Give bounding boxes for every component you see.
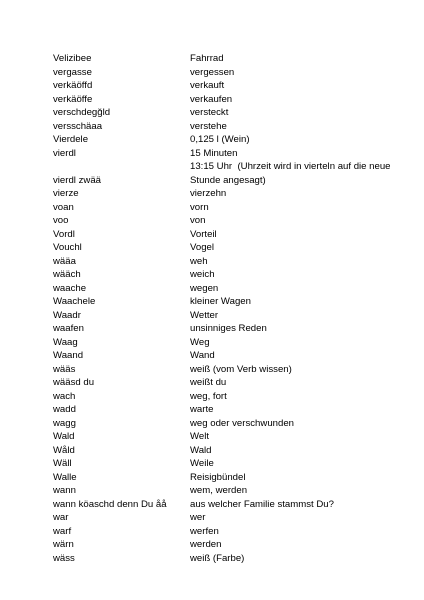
glossary-row xyxy=(53,93,413,107)
dialect-term: Wäll xyxy=(53,458,72,469)
german-translation: kleiner Wagen xyxy=(190,296,251,307)
dialect-term: war xyxy=(53,512,69,523)
dialect-term: wach xyxy=(53,390,76,402)
german-translation: wegen xyxy=(190,282,219,294)
german-translation: versteckt xyxy=(190,107,229,118)
glossary-row xyxy=(53,471,413,485)
dialect-term: Velizibee xyxy=(53,53,92,64)
german-translation: Vorteil xyxy=(190,228,217,240)
dialect-term: Vierdele xyxy=(53,134,89,145)
glossary-row xyxy=(53,147,413,161)
glossary-row xyxy=(53,52,413,66)
german-translation: wer xyxy=(190,512,206,523)
glossary-row xyxy=(53,309,413,323)
dialect-term: Waand xyxy=(53,350,84,361)
glossary-row xyxy=(53,525,413,539)
dialect-term: Waadr xyxy=(53,309,81,321)
german-translation: vergessen xyxy=(190,66,235,78)
dialect-term: versschäaa xyxy=(53,120,103,132)
glossary-row xyxy=(53,214,413,228)
dialect-term: verkäöffd xyxy=(53,80,93,91)
german-translation: verkaufen xyxy=(190,93,233,105)
german-translation: Weile xyxy=(190,458,214,469)
dialect-term: waafen xyxy=(53,323,84,334)
glossary-row xyxy=(53,363,413,377)
dialect-term: Walle xyxy=(53,471,77,483)
dialect-term: wääsd du xyxy=(53,377,95,388)
dialect-term: Waag xyxy=(53,336,78,348)
german-translation: Wald xyxy=(190,444,212,456)
glossary-table xyxy=(53,52,413,565)
dialect-term: voan xyxy=(53,201,74,213)
german-translation: Reisigbündel xyxy=(190,471,246,483)
glossary-row xyxy=(53,255,413,269)
german-translation: Weg xyxy=(190,336,210,348)
glossary-row xyxy=(53,228,413,242)
german-translation: 15 Minuten xyxy=(190,147,238,159)
dialect-term: waache xyxy=(53,282,87,294)
glossary-row xyxy=(53,552,413,566)
german-translation: unsinniges Reden xyxy=(190,323,267,334)
glossary-row xyxy=(53,133,413,147)
german-translation: weiß (Farbe) xyxy=(190,552,245,564)
dialect-term: wääch xyxy=(53,269,81,280)
german-translation: weißt du xyxy=(190,377,227,388)
dialect-term: wääs xyxy=(53,363,76,375)
glossary-row xyxy=(53,403,413,417)
glossary-row xyxy=(53,282,413,296)
glossary-row xyxy=(53,79,413,93)
german-translation: werden xyxy=(190,539,222,550)
dialect-term: vierdl zwää xyxy=(53,174,101,186)
dialect-term: Wåld xyxy=(53,444,75,456)
glossary-row xyxy=(53,295,413,309)
german-translation: weg oder verschwunden xyxy=(190,417,294,429)
glossary-row xyxy=(53,336,413,350)
glossary-row xyxy=(53,457,413,471)
glossary-row xyxy=(53,322,413,336)
dialect-term: verschdegğld xyxy=(53,107,111,118)
german-translation: Wetter xyxy=(190,309,219,321)
dialect-term: vierdl xyxy=(53,147,76,159)
german-translation: vorn xyxy=(190,201,209,213)
glossary-row xyxy=(53,160,413,187)
dialect-term: warf xyxy=(53,525,72,537)
german-translation: Fahrrad xyxy=(190,53,224,64)
glossary-row xyxy=(53,444,413,458)
glossary-row xyxy=(53,390,413,404)
german-translation: weg, fort xyxy=(190,390,227,402)
german-translation: 0,125 l (Wein) xyxy=(190,134,250,145)
dialect-term: wann köaschd denn Du åå xyxy=(53,498,167,510)
dialect-term: wann xyxy=(53,485,76,496)
glossary-row xyxy=(53,538,413,552)
glossary-row xyxy=(53,376,413,390)
dialect-term: wärn xyxy=(53,539,74,550)
glossary-row xyxy=(53,120,413,134)
german-translation: verkauft xyxy=(190,80,225,91)
german-translation: weh xyxy=(190,255,208,267)
dialect-term: wagg xyxy=(53,417,76,429)
glossary-row xyxy=(53,498,413,512)
glossary-row xyxy=(53,241,413,255)
glossary-row xyxy=(53,106,413,120)
glossary-row xyxy=(53,511,413,525)
dialect-term: Vordl xyxy=(53,228,75,240)
glossary-row xyxy=(53,417,413,431)
dialect-term: Vouchl xyxy=(53,242,82,253)
glossary-row xyxy=(53,187,413,201)
german-translation: Welt xyxy=(190,431,210,442)
dialect-term: wäss xyxy=(53,552,75,564)
german-translation: warte xyxy=(190,404,214,415)
dialect-term: verkäöffe xyxy=(53,93,93,105)
german-translation: von xyxy=(190,215,206,226)
german-translation: aus welcher Familie stammst Du? xyxy=(190,498,334,510)
german-translation: wem, werden xyxy=(190,485,248,496)
glossary-row xyxy=(53,66,413,80)
german-translation: 13:15 Uhr (Uhrzeit wird in vierteln auf die neue Stunde angesagt) xyxy=(190,161,394,186)
german-translation: vierzehn xyxy=(190,188,227,199)
glossary-row xyxy=(53,268,413,282)
german-translation: verstehe xyxy=(190,120,227,132)
dialect-term: vierze xyxy=(53,188,79,199)
glossary-row xyxy=(53,430,413,444)
german-translation: weiß (vom Verb wissen) xyxy=(190,363,292,375)
dialect-term: voo xyxy=(53,215,69,226)
german-translation: Vogel xyxy=(190,242,215,253)
glossary-row xyxy=(53,484,413,498)
dialect-term: vergasse xyxy=(53,66,92,78)
dialect-term: wääa xyxy=(53,255,76,267)
dialect-term: wadd xyxy=(53,404,76,415)
dialect-term: Waachele xyxy=(53,296,96,307)
german-translation: weich xyxy=(190,269,215,280)
dialect-term: Wald xyxy=(53,431,75,442)
german-translation: werfen xyxy=(190,525,219,537)
glossary-row xyxy=(53,201,413,215)
german-translation: Wand xyxy=(190,350,215,361)
glossary-row xyxy=(53,349,413,363)
